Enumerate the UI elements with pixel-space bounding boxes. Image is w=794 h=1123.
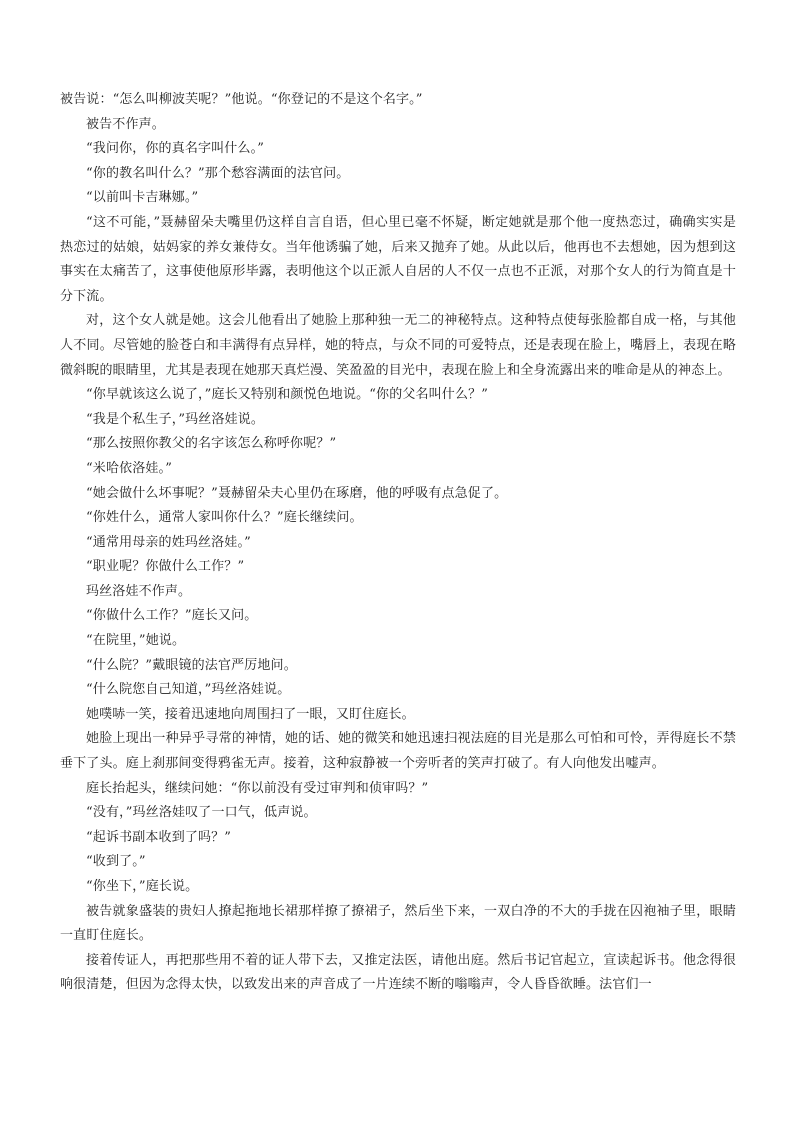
paragraph: 被告就象盛装的贵妇人撩起拖地长裙那样撩了撩裙子，然后坐下来，一双白净的不大的手拢在囚袍袖子里，眼睛一直盯住庭长。 <box>60 903 736 944</box>
paragraph: “你坐下，”庭长说。 <box>86 879 199 894</box>
paragraph: 被告说：“怎么叫柳波芙呢？”他说。“你登记的不是这个名字。” <box>60 92 423 107</box>
paragraph: “什么院？”戴眼镜的法官严厉地问。 <box>86 657 297 673</box>
paragraph: “你早就该这么说了，”庭长又特别和颜悦色地说。“你的父名叫什么？” <box>86 387 489 403</box>
paragraph: “她会做什么坏事呢？”聂赫留朵夫心里仍在琢磨，他的呼吸有点急促了。 <box>86 485 508 501</box>
paragraph: “在院里，”她说。 <box>86 633 186 649</box>
paragraph: “起诉书副本收到了吗？” <box>86 829 232 845</box>
paragraph: “职业呢？你做什么工作？” <box>86 559 245 575</box>
paragraph: 玛丝洛娃不作声。 <box>86 583 192 599</box>
paragraph: “我问你，你的真名字叫什么。” <box>86 141 265 157</box>
paragraph: “什么院您自己知道，”玛丝洛娃说。 <box>86 682 291 698</box>
paragraph: “没有，”玛丝洛娃叹了一口气，低声说。 <box>86 805 317 821</box>
paragraph: “你的教名叫什么？”那个愁容满面的法官问。 <box>86 165 350 181</box>
paragraph: 接着传证人，再把那些用不着的证人带下去，又推定法医，请他出庭。然后书记官起立，宣读起诉书。他念得很响很清楚，但因为念得太快，以致发出来的声音成了一片连续不断的嗡嗡声，令人昏昏欲睡。法官们一 <box>60 952 736 993</box>
paragraph: 庭长抬起头，继续问她：“你以前没有受过审判和侦审吗？” <box>86 780 429 796</box>
paragraph: “米哈依洛娃。” <box>86 460 172 476</box>
paragraph: 她噗哧一笑，接着迅速地向周围扫了一眼，又盯住庭长。 <box>86 706 415 722</box>
paragraph: “以前叫卡吉琳娜。” <box>86 190 199 206</box>
paragraph: “那么按照你教父的名字该怎么称呼你呢？” <box>86 436 337 452</box>
paragraph: 对，这个女人就是她。这会儿他看出了她脸上那种独一无二的神秘特点。这种特点使每张脸都自成一格，与其他人不同。尽管她的脸苍白和丰满得有点异样，她的特点，与众不同的可爱特点，还是表现在脸上，嘴唇上，表现在略微斜睨的眼睛里，尤其是表现在她那天真烂漫、笑盈盈的目光中，表现在脸上和全身流露出来的唯命是从的神态上。 <box>60 313 736 378</box>
paragraph: 她脸上现出一种异乎寻常的神情，她的话、她的微笑和她迅速扫视法庭的目光是那么可怕和可怜，弄得庭长不禁垂下了头。庭上刹那间变得鸦雀无声。接着，这种寂静被一个旁听者的笑声打破了。有人向他发出嘘声。 <box>60 731 736 772</box>
paragraph: “这不可能，”聂赫留朵夫嘴里仍这样自言自语，但心里已毫不怀疑，断定她就是那个他一度热恋过，确确实实是热恋过的姑娘，姑妈家的养女兼侍女。当年他诱骗了她，后来又抛弃了她。从此以后，他再也不去想她，因为想到这事实在太痛苦了，这事使他原形毕露，表明他这个以正派人自居的人不仅一点也不正派，对那个女人的行为简直是十分下流。 <box>60 214 736 304</box>
paragraph: “我是个私生子，”玛丝洛娃说。 <box>86 411 265 427</box>
paragraph: 被告不作声。 <box>86 116 165 132</box>
paragraph: “你姓什么，通常人家叫你什么？”庭长继续问。 <box>86 510 363 526</box>
paragraph: “你做什么工作？”庭长又问。 <box>86 608 258 624</box>
document-body <box>60 88 736 998</box>
paragraph: “通常用母亲的姓玛丝洛娃。” <box>86 534 251 550</box>
paragraph: “收到了。” <box>86 854 146 870</box>
